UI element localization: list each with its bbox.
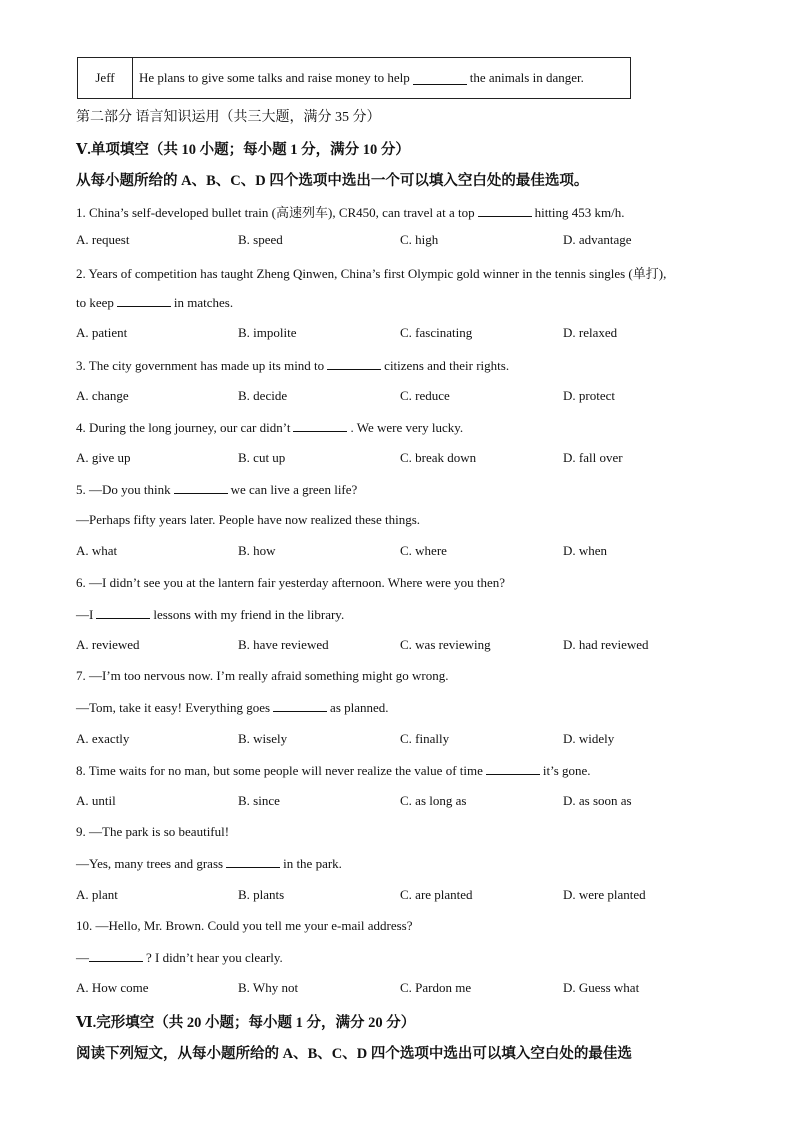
question-8-line-1 [76,762,591,779]
question-2-line-2 [76,294,233,311]
option-a[interactable]: A. patient [76,325,128,340]
option-d[interactable]: D. as soon as [563,793,632,808]
question-text: . We were very lucky. [350,420,464,435]
answer-blank[interactable] [327,357,381,370]
question-text: citizens and their rights. [384,358,510,373]
question-1-line-1 [76,202,625,221]
info-table-row [77,57,631,99]
option-d[interactable]: D. Guess what [563,980,640,995]
question-text: 3. The city government has made up its mind to [76,358,325,373]
option-a[interactable]: A. until [76,793,116,808]
question-10-line-2 [76,949,283,966]
table-name-cell: Jeff [78,58,133,98]
question-5-line-1 [76,481,357,498]
option-b[interactable]: B. wisely [238,731,288,746]
option-d[interactable]: D. had reviewed [563,637,649,652]
question-text: 2. Years of competition has taught Zheng Qinwen, China’s first Olympic gold winner in the tennis singles (单打), [76,266,667,281]
option-c[interactable]: C. Pardon me [400,980,472,995]
question-text: lessons with my friend in the library. [153,607,345,622]
question-text: 4. During the long journey, our car didn’t [76,420,291,435]
question-text: ? I didn’t hear you clearly. [146,950,283,965]
question-text: it’s gone. [542,763,591,778]
answer-blank[interactable] [273,699,327,712]
option-c[interactable]: C. break down [400,450,477,465]
option-d[interactable]: D. when [563,543,608,558]
question-text: we can live a green life? [230,482,358,497]
option-c[interactable]: C. fascinating [400,325,473,340]
question-9-line-1 [76,824,229,840]
question-text: 5. —Do you think [76,482,171,497]
option-c[interactable]: C. where [400,543,447,558]
question-9-options [76,887,736,905]
option-c[interactable]: C. as long as [400,793,467,808]
question-9-line-2 [76,855,342,872]
option-d[interactable]: D. were planted [563,887,646,902]
option-b[interactable]: B. since [238,793,280,808]
option-a[interactable]: A. what [76,543,118,558]
question-3-options [76,388,736,406]
option-a[interactable]: A. reviewed [76,637,140,652]
question-text: 9. —The park is so beautiful! [76,824,230,839]
question-4-line-1 [76,419,463,436]
option-b[interactable]: B. how [238,543,276,558]
option-b[interactable]: B. Why not [238,980,299,995]
option-a[interactable]: A. plant [76,887,118,902]
question-7-options [76,731,736,749]
question-1-options [76,232,736,250]
section6-title: Ⅵ.完形填空（共 20 小题；每小题 1 分，满分 20 分） [76,1015,416,1031]
answer-blank[interactable] [486,762,540,775]
answer-blank[interactable] [89,949,143,962]
question-text: 10. —Hello, Mr. Brown. Could you tell me your e-mail address? [76,918,413,933]
question-6-line-2 [76,606,344,623]
option-c[interactable]: C. reduce [400,388,450,403]
question-text: 6. —I didn’t see you at the lantern fair yesterday afternoon. Where were you then? [76,575,506,590]
option-a[interactable]: A. exactly [76,731,130,746]
option-d[interactable]: D. widely [563,731,615,746]
option-d[interactable]: D. fall over [563,450,623,465]
answer-blank[interactable] [117,294,171,307]
option-b[interactable]: B. impolite [238,325,297,340]
table-text-cell [133,58,630,98]
answer-blank[interactable] [174,481,228,494]
option-b[interactable]: B. cut up [238,450,286,465]
question-text: 8. Time waits for no man, but some people will never realize the value of time [76,763,483,778]
answer-blank[interactable] [413,72,467,85]
question-5-line-2 [76,512,420,528]
option-b[interactable]: B. speed [238,232,283,247]
question-text: 7. —I’m too nervous now. I’m really afraid something might go wrong. [76,668,449,683]
answer-blank[interactable] [226,855,280,868]
option-a[interactable]: A. change [76,388,129,403]
question-text: —Yes, many trees and grass [76,856,224,871]
question-2-options [76,325,736,343]
question-8-options [76,793,736,811]
answer-blank[interactable] [96,606,150,619]
question-7-line-1 [76,668,448,684]
question-4-options [76,450,736,468]
question-text: —Tom, take it easy! Everything goes [76,700,271,715]
option-c[interactable]: C. high [400,232,439,247]
question-6-line-1 [76,575,505,591]
question-10-options [76,980,736,998]
option-a[interactable]: A. How come [76,980,149,995]
answer-blank[interactable] [478,204,532,217]
table-text-before: He plans to give some talks and raise money to help [139,70,410,85]
question-7-line-2 [76,699,389,716]
question-text: hitting 453 km/h. [534,205,625,220]
part2-title: 第二部分 语言知识运用（共三大题，满分 35 分） [76,110,381,125]
question-10-line-1 [76,918,413,934]
option-c[interactable]: C. was reviewing [400,637,491,652]
question-text: — [76,950,89,965]
option-d[interactable]: D. relaxed [563,325,618,340]
section5-instruction: 从每小题所给的 A、B、C、D 四个选项中选出一个可以填入空白处的最佳选项。 [76,173,589,189]
question-text: —I [76,607,94,622]
option-a[interactable]: A. request [76,232,130,247]
option-a[interactable]: A. give up [76,450,131,465]
question-6-options [76,637,736,655]
option-c[interactable]: C. are planted [400,887,473,902]
section6-instruction: 阅读下列短文，从每小题所给的 A、B、C、D 四个选项中选出可以填入空白处的最佳选 [76,1046,632,1062]
question-5-options [76,543,736,561]
question-text: 1. China’s self-developed bullet train (高速列车), CR450, can travel at a top [76,205,475,220]
question-text: as planned. [330,700,389,715]
option-d[interactable]: D. protect [563,388,615,403]
option-b[interactable]: B. plants [238,887,285,902]
question-text: —Perhaps fifty years later. People have now realized these things. [76,512,421,527]
question-2-line-1 [76,263,666,282]
answer-blank[interactable] [293,419,347,432]
question-3-line-1 [76,357,509,374]
table-text-after: the animals in danger. [469,70,584,85]
question-text: in the park. [283,856,342,871]
question-text: in matches. [173,295,234,310]
option-c[interactable]: C. finally [400,731,450,746]
question-text: to keep [76,295,114,310]
option-b[interactable]: B. have reviewed [238,637,329,652]
option-d[interactable]: D. advantage [563,232,632,247]
section5-title: Ⅴ.单项填空（共 10 小题；每小题 1 分，满分 10 分） [76,142,410,158]
option-b[interactable]: B. decide [238,388,288,403]
